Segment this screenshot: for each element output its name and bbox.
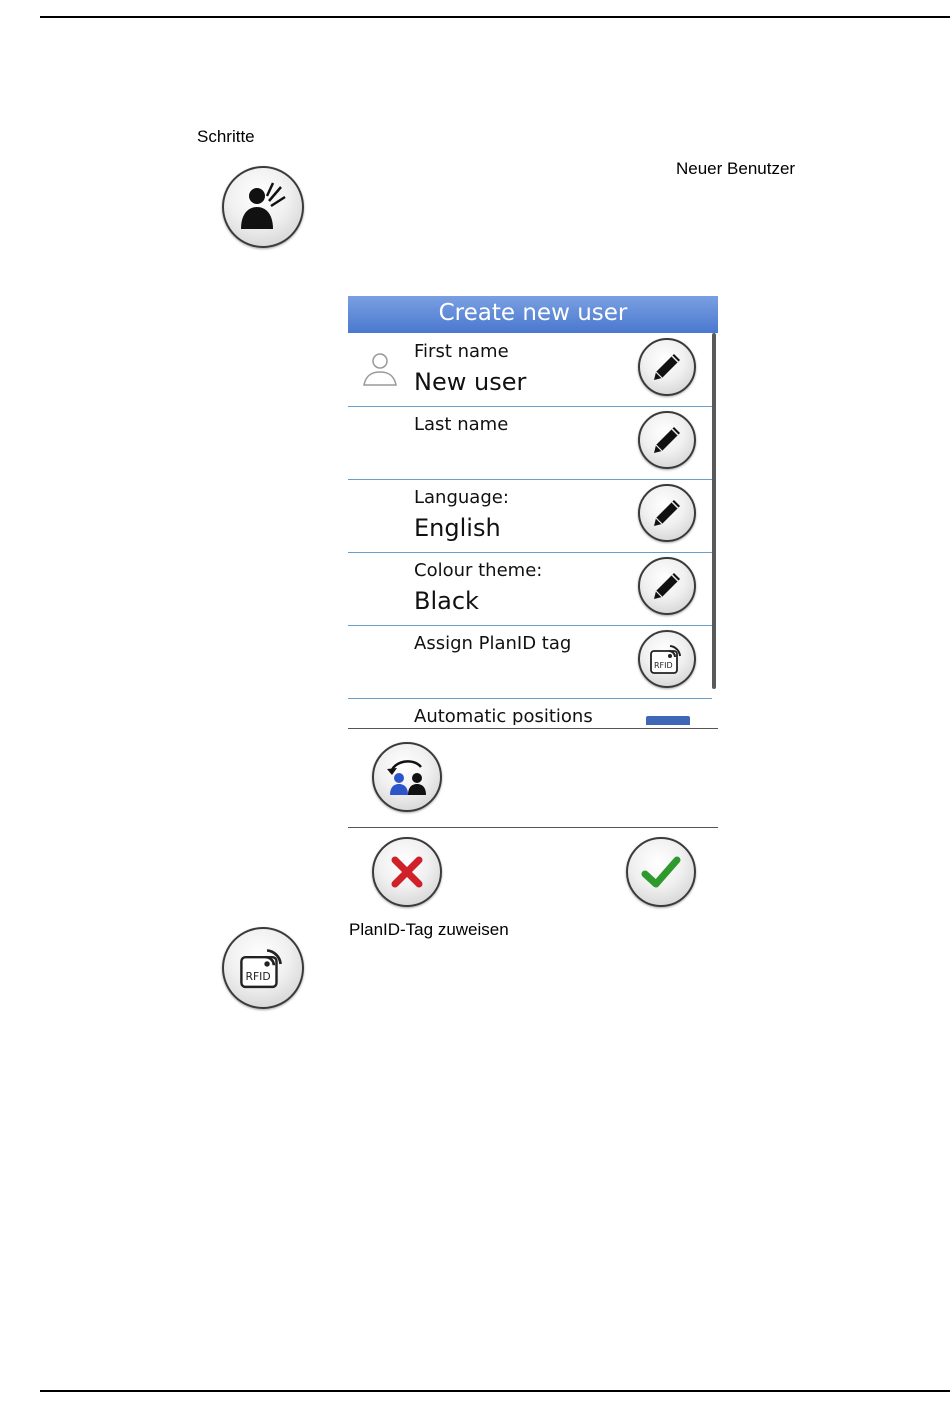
pencil-icon bbox=[650, 496, 684, 530]
row-label: Colour theme: bbox=[414, 560, 543, 581]
actions-divider bbox=[348, 827, 718, 828]
screen-title: Create new user bbox=[348, 296, 718, 333]
row-assign-planid[interactable] bbox=[348, 625, 712, 699]
steps-heading: Schritte bbox=[197, 127, 255, 146]
footer-rule bbox=[40, 1390, 950, 1392]
row-label: Automatic positions bbox=[414, 706, 593, 725]
row-label: Last name bbox=[414, 414, 509, 435]
header-rule bbox=[40, 16, 950, 18]
settings-list bbox=[348, 333, 718, 725]
rfid-label: RFID bbox=[654, 661, 673, 670]
new-user-step-button[interactable] bbox=[222, 166, 304, 248]
pencil-icon bbox=[650, 569, 684, 603]
row-language[interactable] bbox=[348, 479, 712, 553]
row-value: Black bbox=[414, 587, 479, 615]
row-last-name[interactable] bbox=[348, 406, 712, 480]
checkmark-icon bbox=[639, 850, 683, 894]
assign-planid-step-button[interactable] bbox=[222, 927, 304, 1009]
assign-planid-tag-button[interactable] bbox=[638, 630, 696, 688]
row-value: English bbox=[414, 514, 501, 542]
rfid-icon bbox=[236, 941, 290, 995]
switch-user-button[interactable] bbox=[372, 742, 442, 812]
row-colour-theme[interactable] bbox=[348, 552, 712, 626]
pencil-icon bbox=[650, 423, 684, 457]
row-label: Language: bbox=[414, 487, 509, 508]
row-label: First name bbox=[414, 341, 509, 362]
user-placeholder-icon bbox=[360, 349, 400, 389]
step1-text: Neuer Benutzer bbox=[676, 159, 796, 178]
edit-colour-theme-button[interactable] bbox=[638, 557, 696, 615]
edit-language-button[interactable] bbox=[638, 484, 696, 542]
automatic-positions-toggle[interactable] bbox=[646, 716, 690, 725]
rfid-icon bbox=[647, 639, 687, 679]
row-label: Assign PlanID tag bbox=[414, 633, 572, 654]
row-value: New user bbox=[414, 368, 527, 396]
list-bottom-divider bbox=[348, 728, 718, 729]
row-first-name[interactable] bbox=[348, 333, 712, 407]
confirm-button[interactable] bbox=[626, 837, 696, 907]
close-icon bbox=[387, 852, 427, 892]
switch-user-icon bbox=[383, 753, 431, 801]
edit-last-name-button[interactable] bbox=[638, 411, 696, 469]
create-user-screen bbox=[348, 296, 718, 908]
pencil-icon bbox=[650, 350, 684, 384]
edit-first-name-button[interactable] bbox=[638, 338, 696, 396]
cancel-button[interactable] bbox=[372, 837, 442, 907]
rfid-label-doc: RFID bbox=[245, 970, 271, 984]
step2-text: PlanID-Tag zuweisen bbox=[349, 920, 509, 939]
user-speaking-icon bbox=[235, 179, 291, 235]
scrollbar[interactable] bbox=[712, 333, 716, 689]
